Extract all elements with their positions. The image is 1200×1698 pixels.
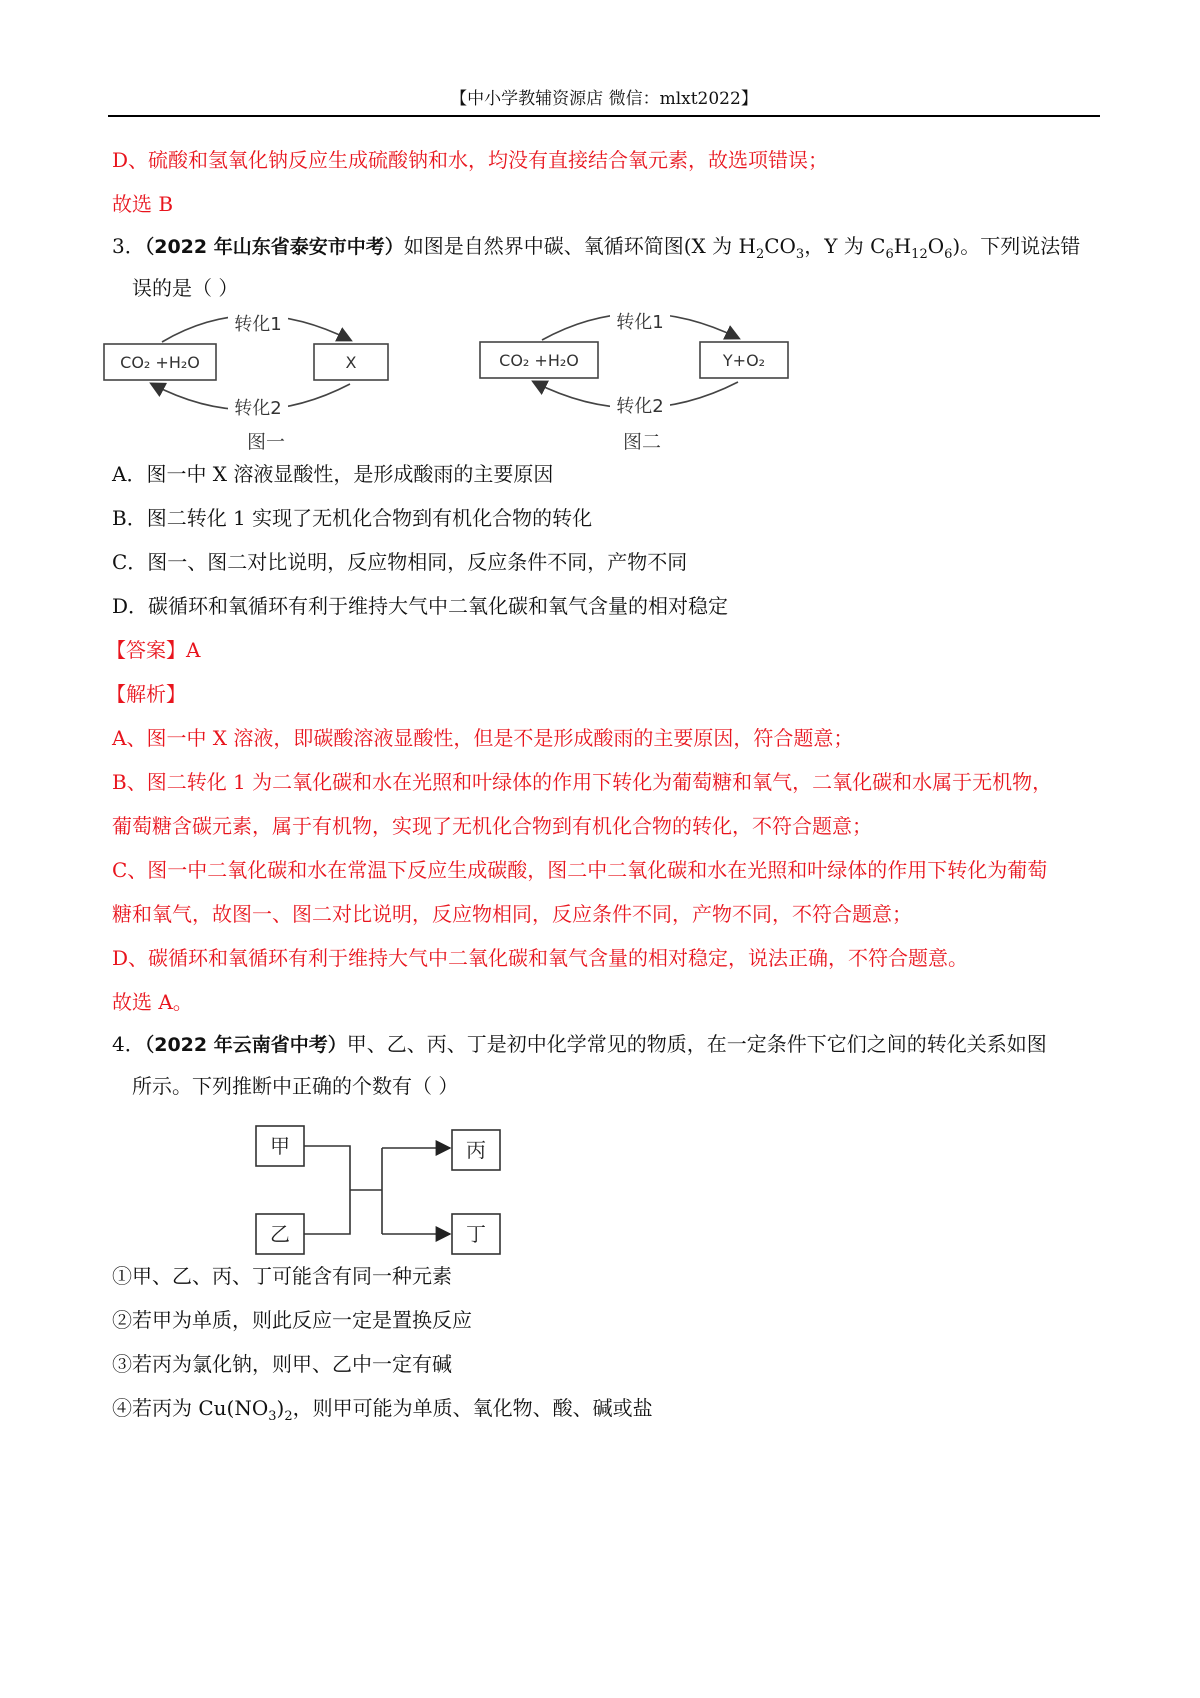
q4-stem-line2: 所示。下列推断中正确的个数有（ ） bbox=[132, 1074, 459, 1098]
q4-stem: 4．（2022 年云南省中考）甲、乙、丙、丁是初中化学常见的物质，在一定条件下它们之间的转化关系如图 bbox=[112, 1032, 1047, 1056]
q3-conclusion: 故选 A。 bbox=[112, 990, 193, 1014]
q3-analysis-b2: 葡萄糖含碳元素，属于有机物，实现了无机化合物到有机化合物的转化，不符合题意； bbox=[112, 814, 872, 838]
fig1-top-label: 转化1 bbox=[234, 314, 282, 335]
q3-option-b: B．图二转化 1 实现了无机化合物到有机化合物的转化 bbox=[112, 506, 593, 530]
fig2-right-box-label: Y+O₂ bbox=[722, 351, 766, 370]
fig1-bottom-label: 转化2 bbox=[234, 398, 282, 419]
q3-analysis-title: 【解析】 bbox=[106, 682, 186, 706]
q4-statement-1: ①甲、乙、丙、丁可能含有同一种元素 bbox=[112, 1264, 452, 1288]
box-bing-label: 丙 bbox=[466, 1138, 486, 1162]
q3-analysis-c2: 糖和氧气，故图一、图二对比说明，反应物相同，反应条件不同，产物不同，不符合题意； bbox=[112, 902, 912, 926]
q3-analysis-a: A、图一中 X 溶液，即碳酸溶液显酸性，但是不是形成酸雨的主要原因，符合题意； bbox=[112, 726, 854, 750]
box-ding-label: 丁 bbox=[466, 1222, 486, 1246]
q3-analysis-b1: B、图二转化 1 为二氧化碳和水在光照和叶绿体的作用下转化为葡萄糖和氧气，二氧化碳和水属于无机物， bbox=[112, 770, 1053, 794]
page-header: 【中小学教辅资源店 微信：mlxt2022】 bbox=[108, 84, 1100, 117]
figure-reaction bbox=[250, 1118, 520, 1273]
q3-stem: 3．（2022 年山东省泰安市中考）如图是自然界中碳、氧循环简图(X 为 $H_2CO_3$，Y 为 $C_6H_{12}O_6$)。下列说法错 bbox=[112, 234, 1081, 262]
q4-statement-3: ③若丙为氯化钠，则甲、乙中一定有碱 bbox=[112, 1352, 452, 1376]
q3-analysis-d: D、碳循环和氧循环有利于维持大气中二氧化碳和氧气含量的相对稳定，说法正确，不符合题意。 bbox=[112, 946, 969, 970]
figure-two bbox=[476, 300, 796, 460]
q3-option-c: C．图一、图二对比说明，反应物相同，反应条件不同，产物不同 bbox=[112, 550, 688, 574]
q3-stem-line2: 误的是（ ） bbox=[132, 276, 239, 300]
q3-option-d: D．碳循环和氧循环有利于维持大气中二氧化碳和氧气含量的相对稳定 bbox=[112, 594, 729, 618]
q3-option-a: A．图一中 X 溶液显酸性，是形成酸雨的主要原因 bbox=[112, 462, 554, 486]
prev-conclusion: 故选 B bbox=[112, 192, 174, 216]
q4-number: 4． bbox=[112, 1032, 145, 1056]
figure-one bbox=[100, 300, 400, 460]
q3-answer: 【答案】A bbox=[106, 638, 201, 662]
prev-option-d: D、硫酸和氢氧化钠反应生成硫酸钠和水，均没有直接结合氧元素，故选项错误； bbox=[112, 148, 829, 172]
q4-statement-2: ②若甲为单质，则此反应一定是置换反应 bbox=[112, 1308, 472, 1332]
fig1-right-box-label: X bbox=[345, 353, 357, 372]
fig2-left-box-label: CO₂ +H₂O bbox=[499, 351, 579, 370]
box-yi-label: 乙 bbox=[270, 1222, 290, 1246]
box-jia-label: 甲 bbox=[270, 1134, 290, 1158]
reactant-lines bbox=[304, 1146, 382, 1234]
fig2-caption: 图二 bbox=[622, 431, 662, 453]
q3-source: （2022 年山东省泰安市中考） bbox=[144, 236, 404, 258]
fig1-caption: 图一 bbox=[246, 431, 286, 453]
q4-statement-4: ④若丙为 $Cu(NO_3)_2$，则甲可能为单质、氧化物、酸、碱或盐 bbox=[112, 1396, 653, 1424]
q3-analysis-c1: C、图一中二氧化碳和水在常温下反应生成碳酸，图二中二氧化碳和水在光照和叶绿体的作用下转化为葡萄 bbox=[112, 858, 1048, 882]
fig2-bottom-label: 转化2 bbox=[616, 396, 664, 417]
q4-source: （2022 年云南省中考） bbox=[144, 1034, 347, 1056]
fig1-left-box-label: CO₂ +H₂O bbox=[120, 353, 200, 372]
fig2-top-label: 转化1 bbox=[616, 312, 664, 333]
q3-number: 3． bbox=[112, 234, 145, 258]
